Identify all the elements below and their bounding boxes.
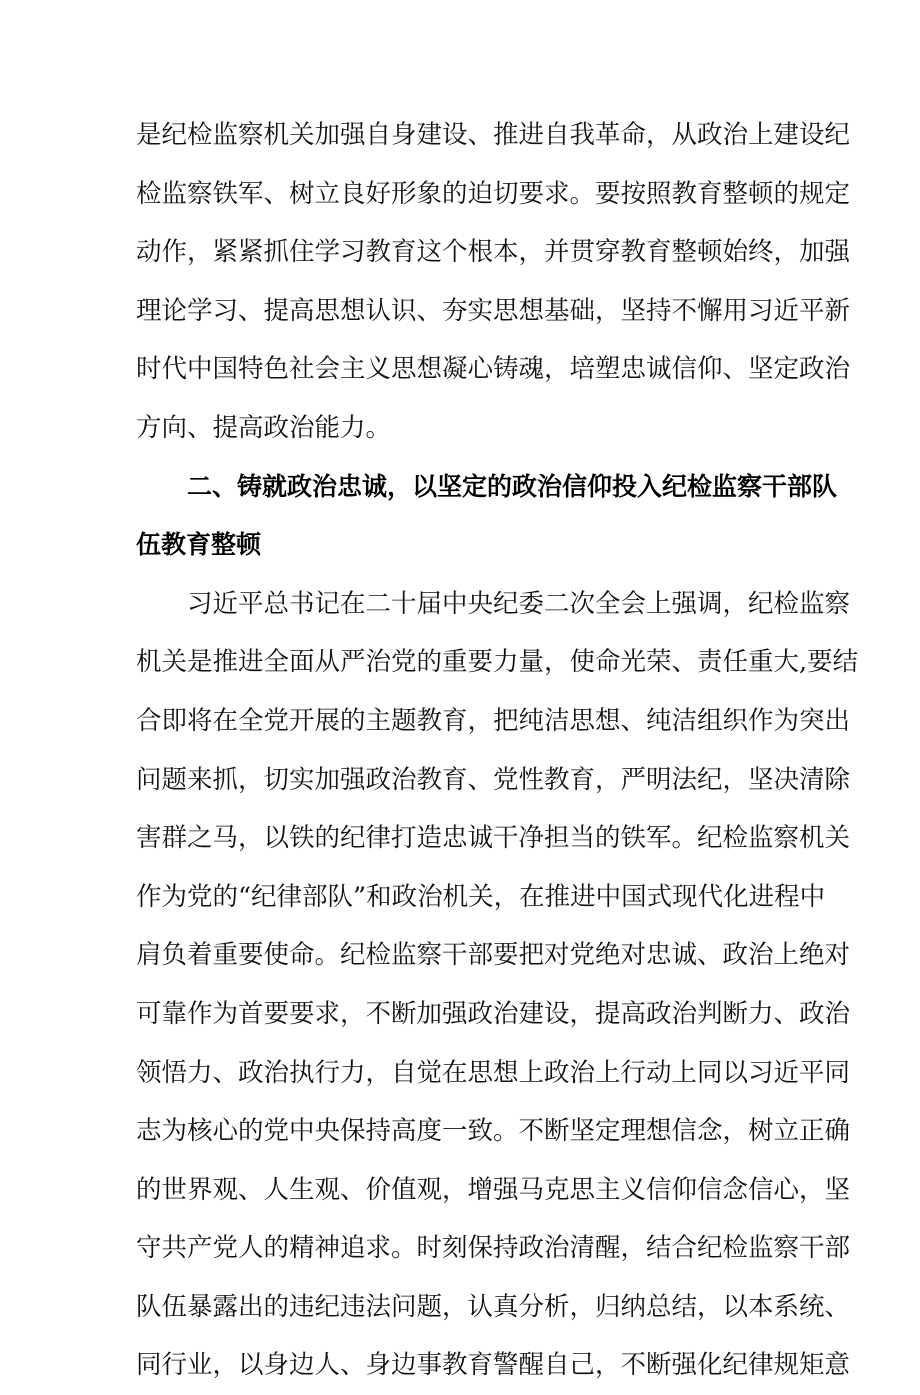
text-line: 动作，紧紧抓住学习教育这个根本，并贯穿教育整顿始终，加强 — [136, 237, 851, 268]
document-body — [136, 106, 859, 1395]
text-line: 可靠作为首要要求，不断加强政治建设，提高政治判断力、政治 — [136, 998, 851, 1029]
text-line: 肩负着重要使命。纪检监察干部要把对党绝对忠诚、政治上绝对 — [136, 940, 851, 971]
section-heading — [136, 458, 838, 575]
text-line: 害群之马，以铁的纪律打造忠诚干净担当的铁军。纪检监察机关 — [136, 823, 851, 854]
text-line: 领悟力、政治执行力，自觉在思想上政治上行动上同以习近平同 — [136, 1057, 851, 1088]
text-line: 时代中国特色社会主义思想凝心铸魂，培塑忠诚信仰、坚定政治 — [136, 354, 851, 385]
heading-line: 伍教育整顿 — [136, 530, 262, 560]
text-line: 是纪检监察机关加强自身建设、推进自我革命，从政治上建设纪 — [136, 120, 851, 150]
text-line: 志为核心的党中央保持高度一致。不断坚定理想信念，树立正确 — [136, 1116, 851, 1147]
text-line: 合即将在全党开展的主题教育，把纯洁思想、纯洁组织作为突出 — [136, 705, 851, 736]
text-line: 队伍暴露出的违纪违法问题，认真分析，归纳总结，以本系统、 — [136, 1291, 851, 1322]
heading-line: 二、铸就政治忠诚，以坚定的政治信仰投入纪检监察干部队 — [187, 471, 838, 501]
text-line: 机关是推进全面从严治党的重要力量，使命光荣、责任重大,要结 — [136, 647, 859, 678]
text-line: 检监察铁军、树立良好形象的迫切要求。要按照教育整顿的规定 — [136, 178, 851, 209]
text-line: 方向、提高政治能力。 — [136, 412, 392, 443]
text-line: 习近平总书记在二十届中央纪委二次全会上强调，纪检监察 — [187, 588, 851, 619]
text-line: 同行业，以身边人、身边事教育警醒自己，不断强化纪律规矩意 — [136, 1350, 851, 1381]
text-line: 守共产党人的精神追求。时刻保持政治清醒，结合纪检监察干部 — [136, 1233, 851, 1264]
text-line: 作为党的“纪律部队”和政治机关，在推进中国式现代化进程中 — [136, 881, 826, 912]
text-line: 理论学习、提高思想认识、夯实思想基础，坚持不懈用习近平新 — [136, 295, 851, 326]
text-line: 的世界观、人生观、价值观，增强马克思主义信仰信念信心，坚 — [136, 1174, 851, 1205]
paragraph — [136, 575, 859, 1395]
paragraph-continuation — [136, 106, 851, 458]
text-line: 问题来抓，切实加强政治教育、党性教育，严明法纪，坚决清除 — [136, 764, 851, 795]
